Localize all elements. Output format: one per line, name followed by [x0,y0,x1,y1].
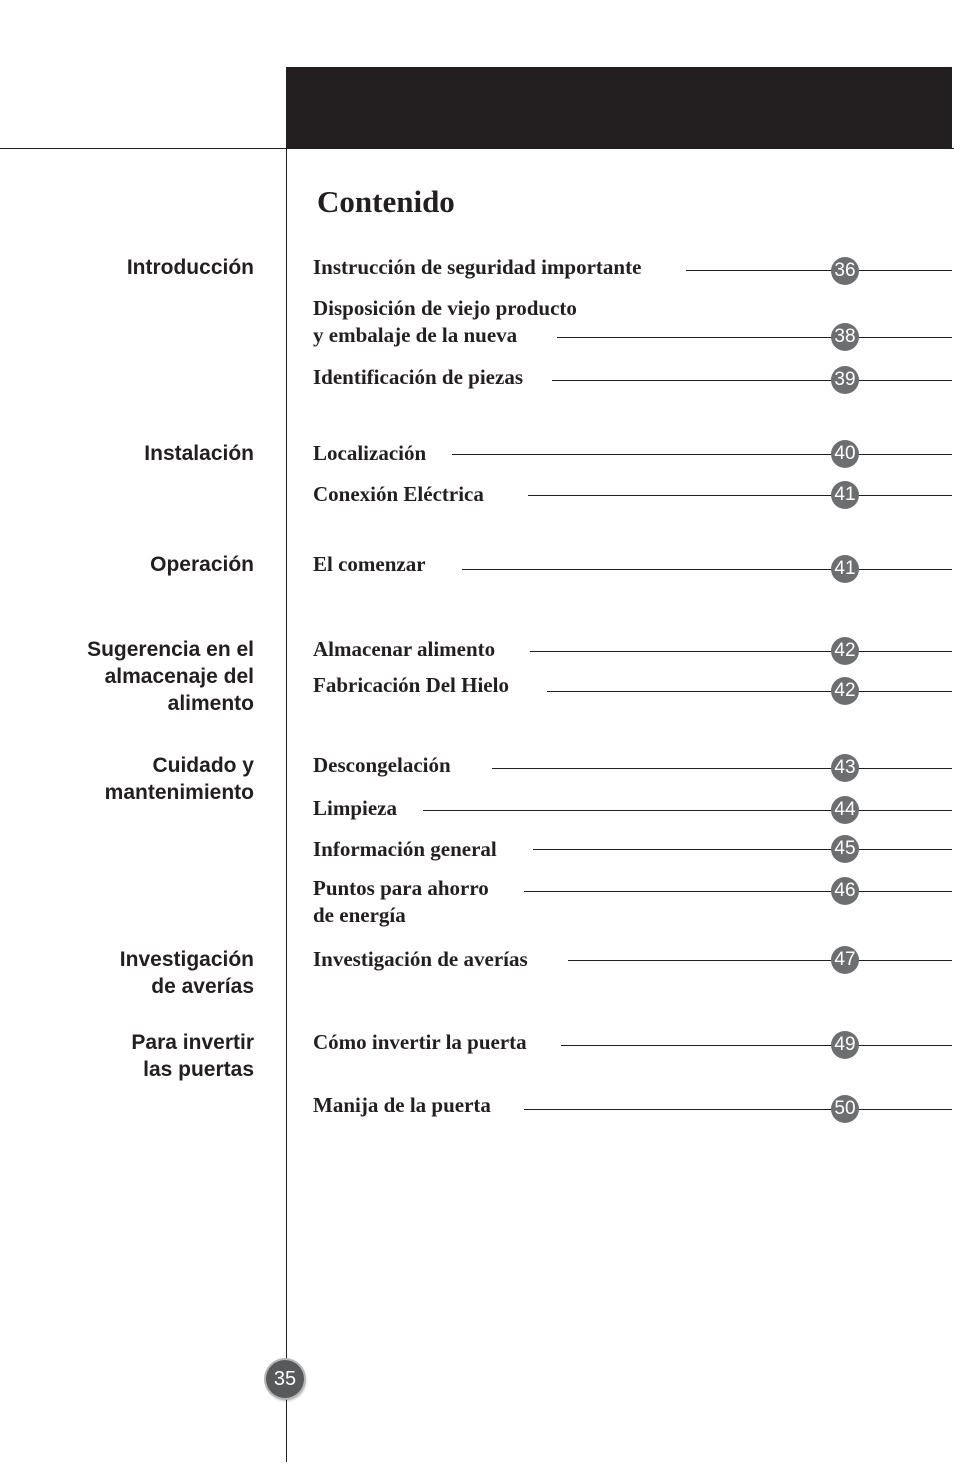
leader-line [528,495,952,496]
toc-entry-text: Manija de la puerta [313,1093,491,1117]
page-badge: 42 [831,637,859,665]
page-title: Contenido [317,184,455,219]
leader-line [524,891,952,892]
page-badge: 49 [831,1031,859,1059]
page-number-badge: 35 [266,1360,304,1398]
toc-entry-text: Localización [313,441,427,465]
toc-entry-text: Almacenar alimento [313,637,496,661]
toc-entry-text: Disposición de viejo producto y embalaje de la nueva [313,296,577,347]
toc-entry-text: Descongelación [313,753,451,777]
page-badge: 41 [831,555,859,583]
leader-line [492,768,952,769]
header-bar [286,67,952,148]
leader-line [686,270,952,271]
page-badge: 50 [831,1095,859,1123]
leader-line [452,454,952,455]
column-divider [286,148,287,1462]
leader-line [530,651,952,652]
toc-entry-text: Cómo invertir la puerta [313,1030,527,1054]
section-label-invertir: Para invertir las puertas [131,1031,254,1081]
leader-line [557,337,952,338]
section-label-cuidado: Cuidado y mantenimiento [104,754,254,804]
section-label-investigacion: Investigación de averías [119,948,254,998]
leader-line [524,1109,952,1110]
toc-entry-text: Investigación de averías [313,947,528,971]
leader-line [423,810,952,811]
section-label-sugerencia: Sugerencia en el almacenaje del alimento [87,638,254,715]
leader-line [561,1045,952,1046]
toc-entry-text: El comenzar [313,552,426,576]
section-label-introduccion: Introducción [126,256,254,279]
toc-entry-text: Identificación de piezas [313,365,523,389]
leader-line [552,380,952,381]
page-badge: 42 [831,677,859,705]
page-badge: 38 [831,323,859,351]
page-badge: 41 [831,481,859,509]
leader-line [462,569,952,570]
page-badge: 46 [831,877,859,905]
section-label-operacion: Operación [150,553,254,576]
page-badge: 43 [831,754,859,782]
page-badge: 45 [831,835,859,863]
section-label-instalacion: Instalación [144,442,254,465]
leader-line [568,960,952,961]
toc-entry-text: Conexión Eléctrica [313,482,484,506]
toc-entry-text: Información general [313,837,497,861]
page-badge: 36 [831,257,859,285]
page-badge: 39 [831,366,859,394]
toc-entry-text: Puntos para ahorro de energía [313,876,489,927]
leader-line [547,691,952,692]
page-badge: 44 [831,796,859,824]
toc-entry-text: Fabricación Del Hielo [313,673,509,697]
header-rule [0,148,954,149]
toc-entry-text: Instrucción de seguridad importante [313,255,642,279]
page-badge: 47 [831,946,859,974]
leader-line [533,849,952,850]
toc-entry-text: Limpieza [313,796,397,820]
page-badge: 40 [831,440,859,468]
